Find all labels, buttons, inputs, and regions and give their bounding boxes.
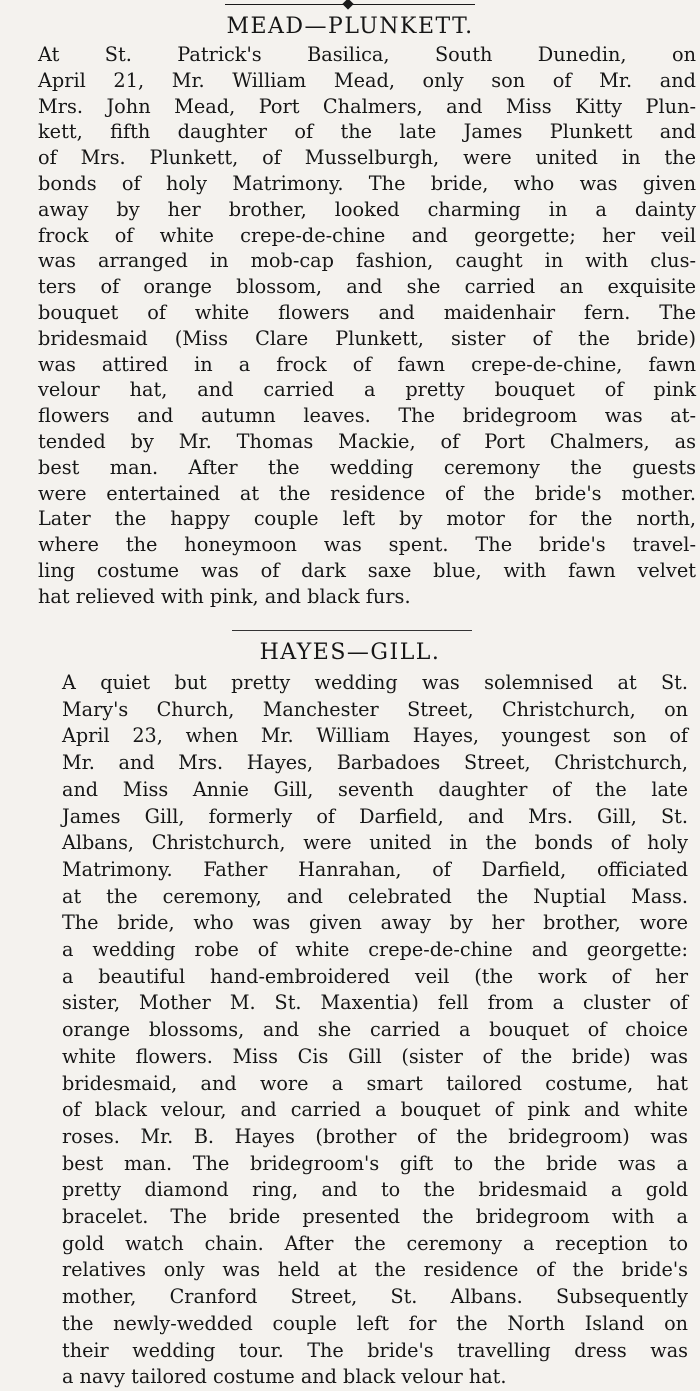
text-line: Later the happy couple left by motor for the north, — [38, 507, 696, 531]
text-line: ters of orange blossom, and she carried an exquisite — [38, 275, 696, 299]
text-line: kett, fifth daughter of the late James Plunkett and — [38, 120, 696, 144]
section-divider — [232, 630, 472, 631]
text-line: best man. After the wedding ceremony the guests — [38, 455, 696, 479]
text-line: April 21, Mr. William Mead, only son of Mr. and — [38, 68, 696, 92]
text-line: Matrimony. Father Hanrahan, of Darfield, officiated — [62, 857, 688, 881]
text-line: and Miss Annie Gill, seventh daughter of the late — [62, 777, 688, 801]
text-line: were entertained at the residence of the bride's mother. — [38, 481, 696, 505]
text-line: velour hat, and carried a pretty bouquet of pink — [38, 378, 696, 402]
text-line: James Gill, formerly of Darfield, and Mrs. Gill, St. — [62, 804, 688, 828]
text-line: ling costume was of dark saxe blue, with fawn velvet — [38, 558, 696, 582]
text-line: pretty diamond ring, and to the bridesmaid a gold — [62, 1178, 688, 1202]
text-line: the newly-wedded couple left for the North Island on — [62, 1311, 688, 1335]
text-line: roses. Mr. B. Hayes (brother of the bridegroom) was — [62, 1124, 688, 1148]
text-line: orange blossoms, and she carried a bouquet of choice — [62, 1018, 688, 1042]
text-line: a wedding robe of white crepe-de-chine and georgette: — [62, 938, 688, 962]
article-mead-plunkett — [0, 14, 700, 610]
text-line: frock of white crepe-de-chine and georgette; her veil — [38, 223, 696, 247]
text-line: of Mrs. Plunkett, of Musselburgh, were united in the — [38, 146, 696, 170]
text-line: bracelet. The bride presented the bridegroom with a — [62, 1205, 688, 1229]
text-line: mother, Cranford Street, St. Albans. Subsequently — [62, 1285, 688, 1309]
text-line: gold watch chain. After the ceremony a reception to — [62, 1231, 688, 1255]
text-line: bridesmaid, and wore a smart tailored costume, hat — [62, 1071, 688, 1095]
text-line: Albans, Christchurch, were united in the bonds of holy — [62, 831, 688, 855]
text-line: tended by Mr. Thomas Mackie, of Port Chalmers, as — [38, 429, 696, 453]
article-body — [0, 670, 700, 1391]
text-line: was arranged in mob-cap fashion, caught in with clus- — [38, 249, 696, 273]
text-line: At St. Patrick's Basilica, South Dunedin, on — [38, 43, 696, 66]
text-line: white flowers. Miss Cis Gill (sister of the bride) was — [62, 1044, 688, 1068]
text-line: best man. The bridegroom's gift to the bride was a — [62, 1151, 688, 1175]
article-heading: HAYES—GILL. — [259, 640, 441, 665]
article-hayes-gill — [0, 640, 700, 1391]
article-heading: MEAD—PLUNKETT. — [226, 14, 474, 39]
text-line: a beautiful hand-embroidered veil (the work of her — [62, 964, 688, 988]
text-line: The bride, who was given away by her brother, wore — [62, 911, 688, 935]
text-line: Mrs. John Mead, Port Chalmers, and Miss Kitty Plun- — [38, 94, 696, 118]
text-line: at the ceremony, and celebrated the Nuptial Mass. — [62, 884, 688, 908]
text-line: Mary's Church, Manchester Street, Christchurch, on — [62, 697, 688, 721]
text-line: of black velour, and carried a bouquet of pink and white — [62, 1098, 688, 1122]
text-line: Mr. and Mrs. Hayes, Barbadoes Street, Christchurch, — [62, 751, 688, 775]
text-line: A quiet but pretty wedding was solemnised at St. — [62, 671, 688, 694]
text-line: their wedding tour. The bride's travelling dress was — [62, 1338, 688, 1362]
text-line: bridesmaid (Miss Clare Plunkett, sister of the bride) — [38, 326, 696, 350]
text-line: hat relieved with pink, and black furs. — [38, 584, 411, 608]
text-line: was attired in a frock of fawn crepe-de-chine, fawn — [38, 352, 696, 376]
text-line: away by her brother, looked charming in a dainty — [38, 197, 696, 221]
text-line: bonds of holy Matrimony. The bride, who was given — [38, 171, 696, 195]
article-body — [0, 42, 700, 610]
text-line: April 23, when Mr. William Hayes, youngest son of — [62, 724, 688, 748]
text-line: flowers and autumn leaves. The bridegroom was at- — [38, 404, 696, 428]
text-line: a navy tailored costume and black velour hat. — [62, 1365, 507, 1389]
text-line: relatives only was held at the residence of the bride's — [62, 1258, 688, 1282]
top-ornament — [342, 0, 353, 10]
text-line: bouquet of white flowers and maidenhair fern. The — [38, 300, 696, 324]
text-line: sister, Mother M. St. Maxentia) fell from a cluster of — [62, 991, 688, 1015]
text-line: where the honeymoon was spent. The bride's travel- — [38, 533, 696, 557]
